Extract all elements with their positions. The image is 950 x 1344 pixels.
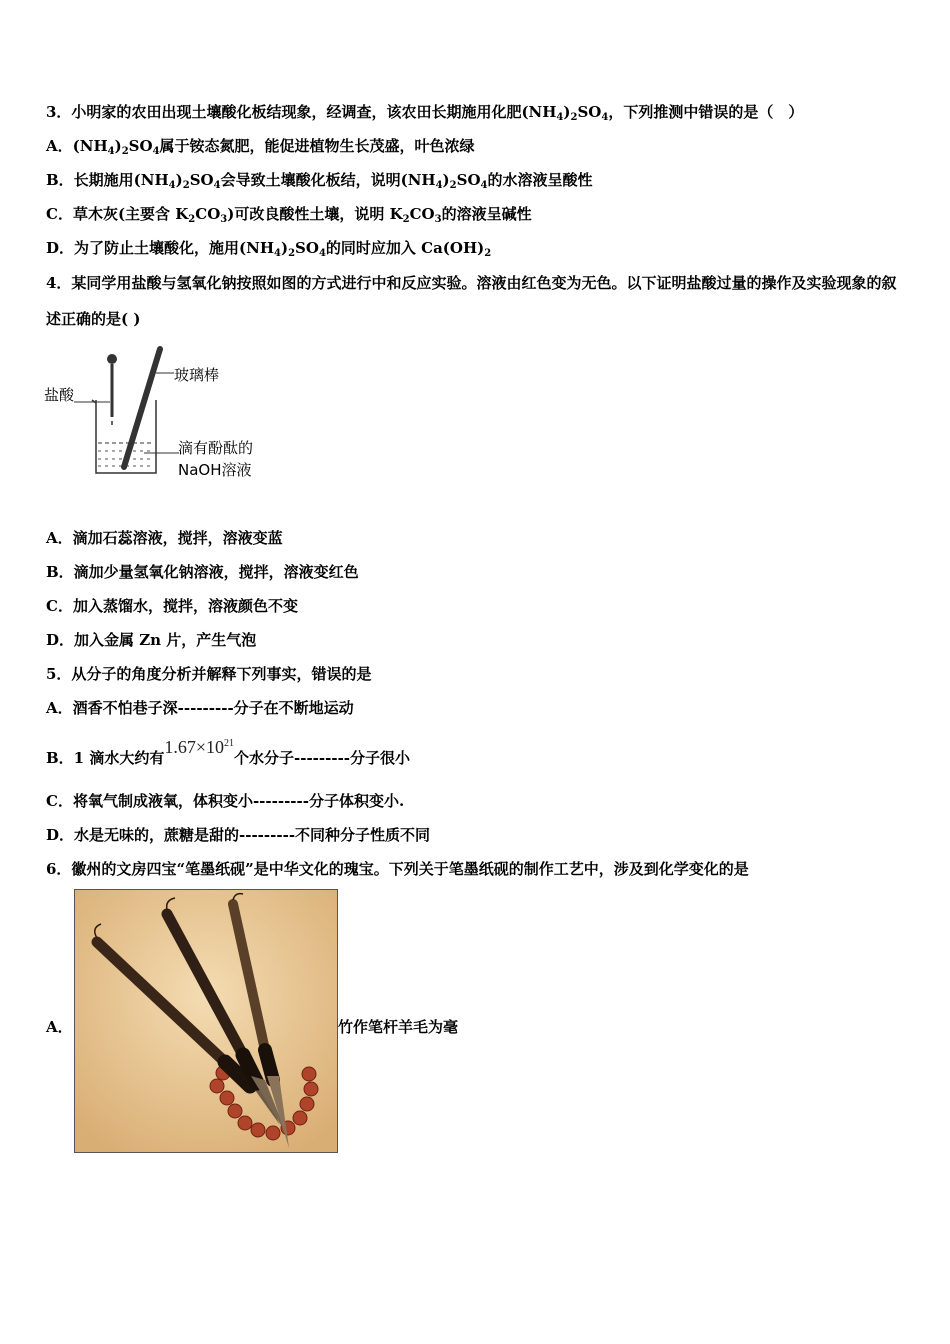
q3-stem: 3．小明家的农田出现土壤酸化板结现象，经调查，该农田长期施用化肥$(NH_4)_2SO_4$，下列推测中错误的是（ ） <box>46 103 804 123</box>
q5-option-a: A．酒香不怕巷子深---------分子在不断地运动 <box>46 699 354 717</box>
q4-option-d: D．加入金属 Zn 片，产生气泡 <box>46 631 257 649</box>
q5-option-d: D．水是无味的，蔗糖是甜的---------不同种分子性质不同 <box>46 826 431 844</box>
q4-stem: 4．某同学用盐酸与氢氧化钠按照如图的方式进行中和反应实验。溶液由红色变为无色。以下证明盐酸过量的操作及实验现象的叙述正确的是( ) <box>46 274 897 328</box>
label-glass-rod: 玻璃棒 <box>174 366 220 384</box>
q3-option-b: B．长期施用$(NH_4)_2SO_4$会导致土壤酸化板结，说明$(NH_4)_2SO_4$的水溶液呈酸性 <box>46 171 593 191</box>
q4-option-a: A．滴加石蕊溶液，搅拌，溶液变蓝 <box>46 529 283 547</box>
q4-option-c: C．加入蒸馏水，搅拌，溶液颜色不变 <box>46 597 298 615</box>
label-hydrochloric-acid: 盐酸 <box>44 386 75 404</box>
q6-option-a-text: 竹作笔杆羊毛为毫 <box>338 1018 459 1036</box>
q5-option-b: B．1 滴水大约有$1.67\times 10^{21}$个水分子---------分子很小 <box>46 737 411 767</box>
brush-pens-image <box>74 889 338 1153</box>
q4-option-b: B．滴加少量氢氧化钠溶液，搅拌，溶液变红色 <box>46 563 359 581</box>
q3-option-d: D．为了防止土壤酸化，施用$(NH_4)_2SO_4$的同时应加入 $Ca(OH)_2$ <box>46 239 492 259</box>
q3-option-a: A．$(NH_4)_2SO_4$属于铵态氮肥，能促进植物生长茂盛，叶色浓绿 <box>46 137 475 157</box>
label-solution-line2: NaOH溶液 <box>178 461 252 479</box>
dropper-bulb <box>107 354 117 364</box>
q6-stem: 6．徽州的文房四宝“笔墨纸砚”是中华文化的瑰宝。下列关于笔墨纸砚的制作工艺中，涉及到化学变化的是 <box>46 860 749 878</box>
q3-option-c: C．草木灰(主要含 $K_2CO_3$)可改良酸性土壤，说明 $K_2CO_3$的溶液呈碱性 <box>46 205 532 225</box>
calligraphy-brushes-illustration <box>75 890 337 1152</box>
label-solution-line1: 滴有酚酞的 <box>178 439 254 457</box>
q4-apparatus-figure <box>44 345 284 485</box>
q5-stem: 5．从分子的角度分析并解释下列事实，错误的是 <box>46 665 372 683</box>
q6-option-a-label: A． <box>46 1018 73 1036</box>
scientific-number: $1.67\times 10^{21}$ <box>164 737 234 757</box>
q5-option-c: C．将氧气制成液氧，体积变小---------分子体积变小. <box>46 792 405 810</box>
glass-rod <box>124 349 160 467</box>
